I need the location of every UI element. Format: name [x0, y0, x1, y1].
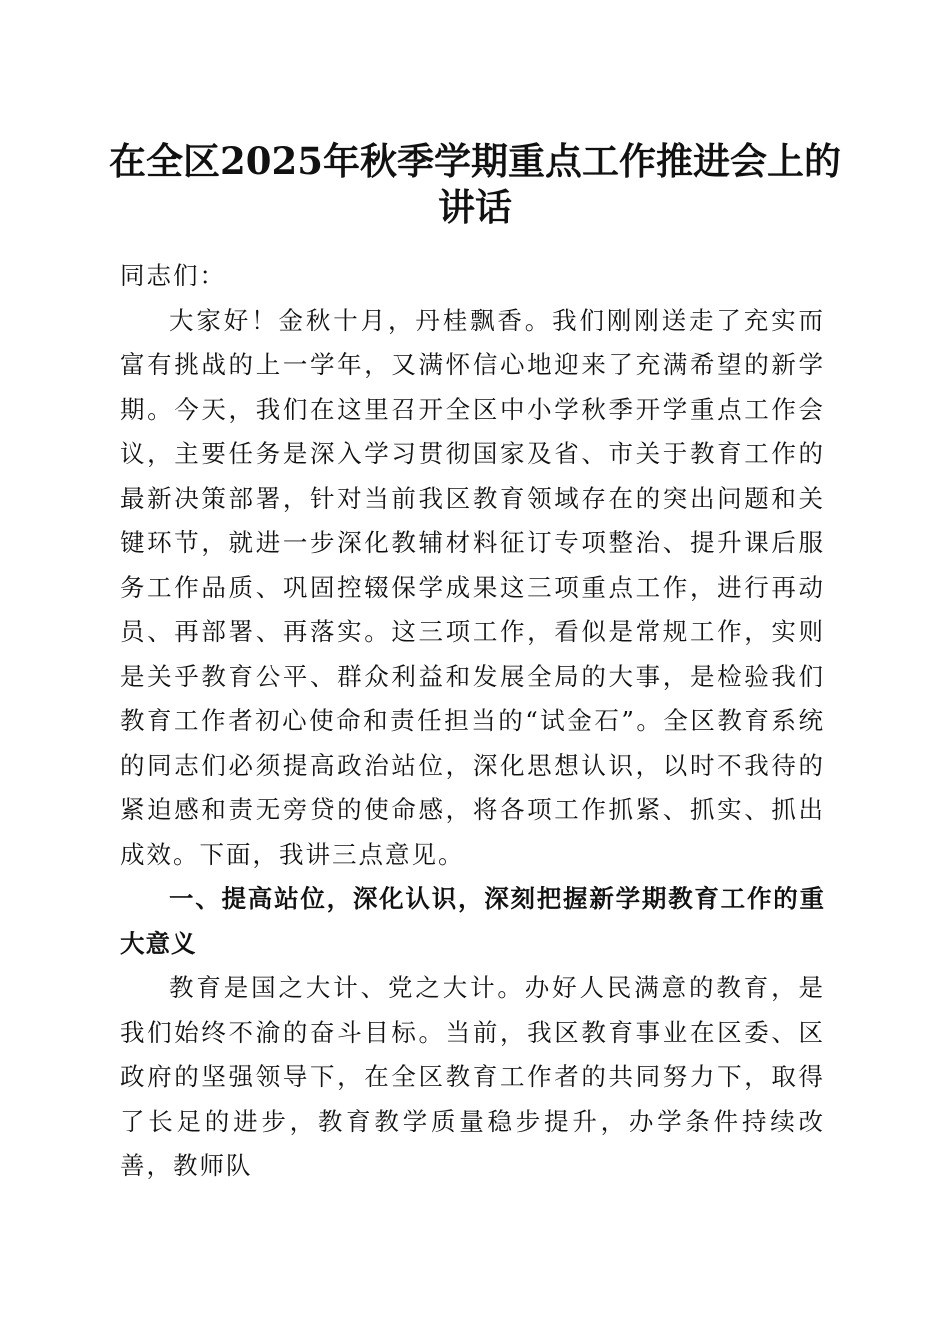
- section-heading-1: 一、提高站位，深化认识，深刻把握新学期教育工作的重大意义: [120, 884, 825, 958]
- paragraph-opening: 大家好！金秋十月，丹桂飘香。我们刚刚送走了充实而富有挑战的上一学年，又满怀信心地迎来了充满希望的新学期。今天，我们在这里召开全区中小学秋季开学重点工作会议，主要任务是深入学习贯彻国家及省、市关于教育工作的最新决策部署，针对当前我区教育领域存在的突出问题和关键环节，就进一步深化教辅材料征订专项整治、提升课后服务工作品质、巩固控辍保学成果这三项重点工作，进行再动员、再部署、再落实。这三项工作，看似是常规工作，实则是关乎教育公平、群众利益和发展全局的大事，是检验我们教育工作者初心使命和责任担当的“试金石”。全区教育系统的同志们必须提高政治站位，深化思想认识，以时不我待的紧迫感和责无旁贷的使命感，将各项工作抓紧、抓实、抓出成效。下面，我讲三点意见。: [120, 305, 825, 869]
- document-body: [120, 254, 825, 1189]
- title-line-2: 讲话: [438, 185, 512, 229]
- salutation: 同志们：: [120, 261, 226, 290]
- document-title: [100, 138, 850, 230]
- paragraph-section-1: 教育是国之大计、党之大计。办好人民满意的教育，是我们始终不渝的奋斗目标。当前，我区教育事业在区委、区政府的坚强领导下，在全区教育工作者的共同努力下，取得了长足的进步，教育教学质量稳步提升，办学条件持续改善，教师队: [120, 973, 825, 1180]
- title-line-1: 在全区2025年秋季学期重点工作推进会上的: [109, 139, 841, 183]
